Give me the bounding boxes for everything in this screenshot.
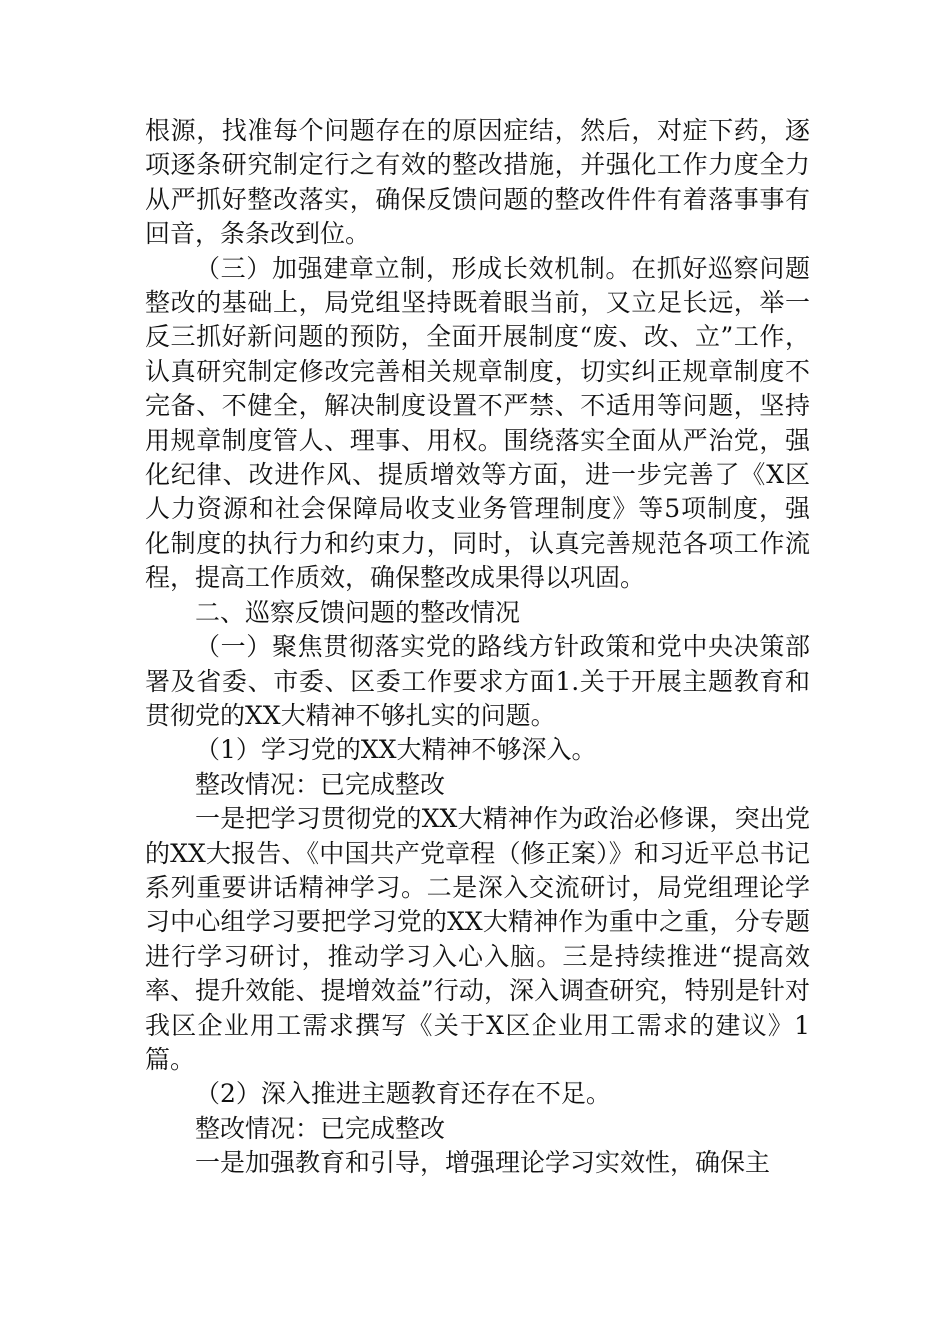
paragraph-measures-2: 一是加强教育和引导，增强理论学习实效性，确保主 — [195, 1148, 771, 1178]
item-heading-1: （1）学习党的XX大精神不够深入。 — [195, 735, 597, 765]
rectification-status-1: 整改情况：已完成整改 — [195, 769, 446, 799]
paragraph-measures-1: 一是把学习贯彻党的XX大精神作为政治必修课，突出党的XX大报告、《中国共产党章程（修正案）》和习近平总书记系列重要讲话精神学习。二是深入交流研讨，局党组理论学习中心组学习要把学习党的XX大精神作为重中之重，分专题进行学习研讨，推动学习入心入脑。三是持续推进“提高效率、提升效能、提增效益”行动，深入调查研究，特别是针对我区企业用工需求撰写《关于X区企业用工需求的建议》1篇。 — [145, 804, 810, 1074]
rectification-status-2: 整改情况：已完成整改 — [195, 1113, 446, 1143]
item-heading-2: （2）深入推进主题教育还存在不足。 — [195, 1079, 611, 1109]
paragraph-continuation: 根源，找准每个问题存在的原因症结，然后，对症下药，逐项逐条研究制定行之有效的整改措施，并强化工作力度全力从严抓好整改落实，确保反馈问题的整改件件有着落事事有回音，条条改到位。 — [145, 116, 810, 249]
paragraph-subsection-one: （一）聚焦贯彻落实党的路线方针政策和党中央决策部署及省委、市委、区委工作要求方面1.关于开展主题教育和贯彻党的XX大精神不够扎实的问题。 — [145, 632, 810, 730]
paragraph-section-three: （三）加强建章立制，形成长效机制。在抓好巡察问题整改的基础上，局党组坚持既着眼当前，又立足长远，举一反三抓好新问题的预防，全面开展制度“废、改、立”工作，认真研究制定修改完善相关规章制度，切实纠正规章制度不完备、不健全，解决制度设置不严禁、不适用等问题，坚持用规章制度管人、理事、用权。围绕落实全面从严治党，强化纪律、改进作风、提质增效等方面，进一步完善了《X区人力资源和社会保障局收支业务管理制度》等5项制度，强化制度的执行力和约束力，同时，认真完善规范各项工作流程，提高工作质效，确保整改成果得以巩固。 — [145, 253, 810, 593]
document-body — [145, 114, 810, 1181]
section-heading-two: 二、巡察反馈问题的整改情况 — [195, 597, 521, 627]
